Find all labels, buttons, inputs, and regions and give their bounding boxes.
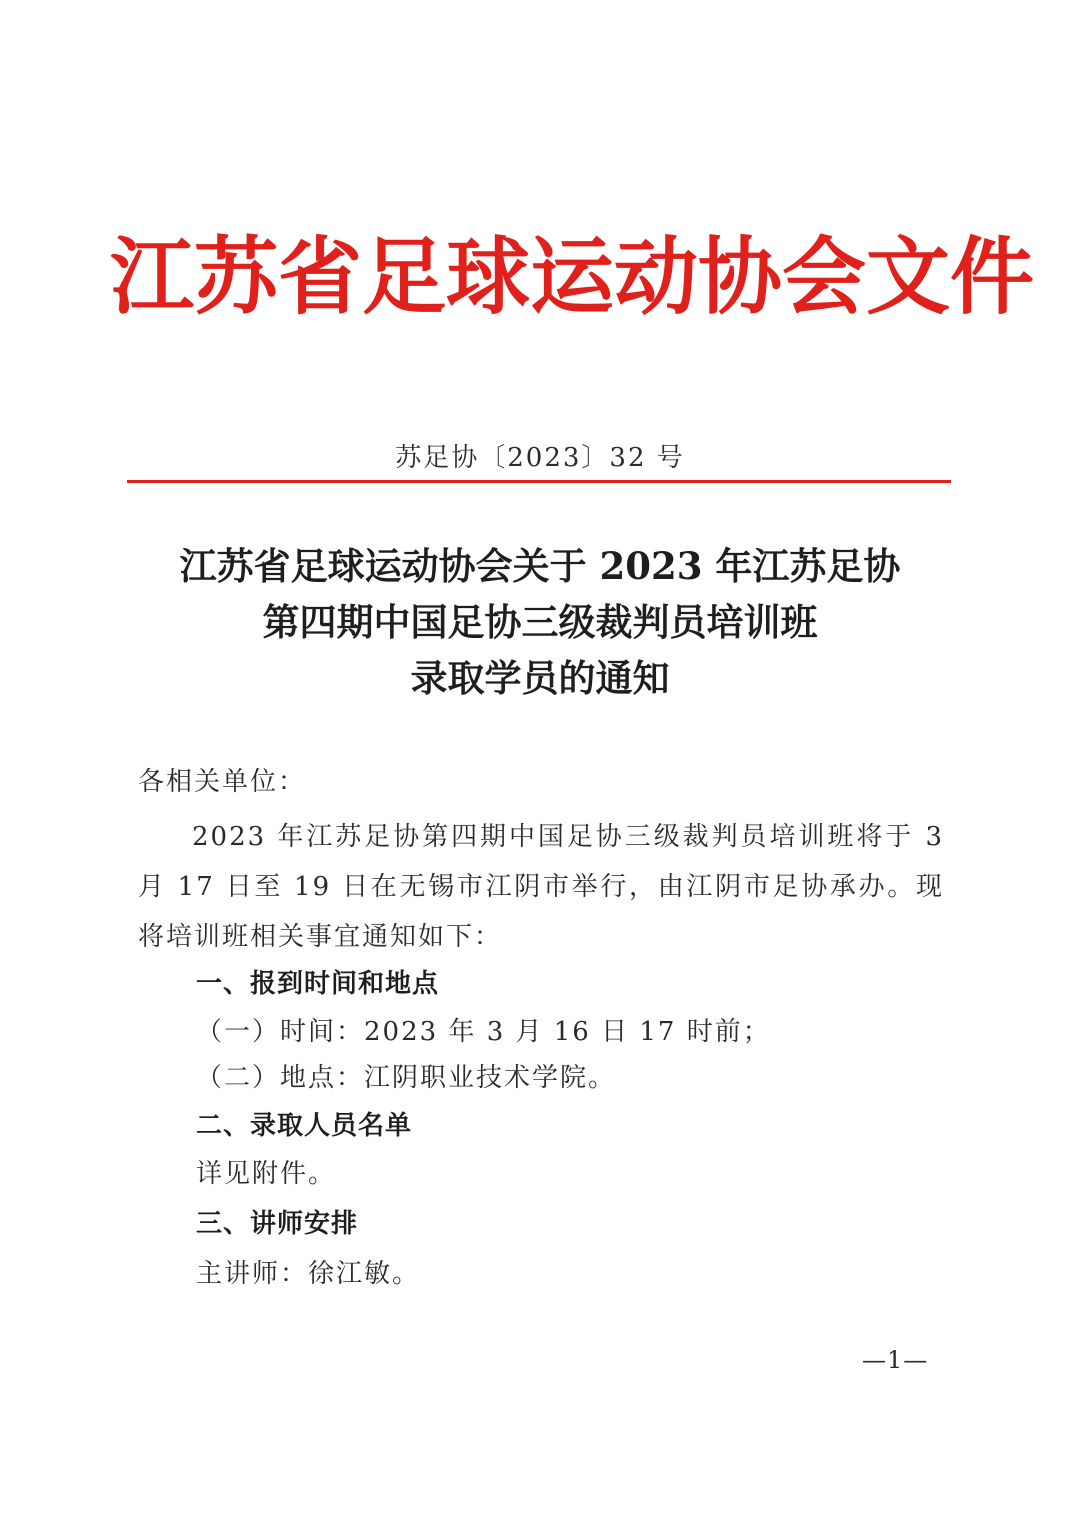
section-2-text: 详见附件。 xyxy=(196,1159,337,1189)
section-1-heading: 一、报到时间和地点 xyxy=(196,969,440,999)
document-number: 苏足协〔2023〕32 号 xyxy=(395,443,685,473)
section-1-item-location: （二）地点：江阴职业技术学院。 xyxy=(196,1063,617,1093)
masthead-title: 江苏省足球运动协会文件 xyxy=(110,228,1035,326)
notice-title-line-3: 录取学员的通知 xyxy=(410,656,670,700)
notice-title xyxy=(120,538,960,706)
notice-title-line-2: 第四期中国足协三级裁判员培训班 xyxy=(262,600,818,644)
section-3-heading: 三、讲师安排 xyxy=(196,1209,359,1239)
page-number: —1— xyxy=(862,1346,929,1374)
section-2-heading: 二、录取人员名单 xyxy=(196,1111,413,1141)
section-3-text: 主讲师：徐江敏。 xyxy=(196,1259,421,1289)
intro-paragraph: 2023 年江苏足协第四期中国足协三级裁判员培训班将于 3 月 17 日至 19 日在无锡市江阴市举行，由江阴市足协承办。现将培训班相关事宜通知如下： xyxy=(138,822,944,952)
salutation: 各相关单位： xyxy=(138,767,307,797)
section-1-item-time: （一）时间：2023 年 3 月 16 日 17 时前； xyxy=(196,1017,771,1047)
notice-title-line-1: 江苏省足球运动协会关于 2023 年江苏足协 xyxy=(179,544,901,588)
red-divider-line xyxy=(127,480,951,483)
